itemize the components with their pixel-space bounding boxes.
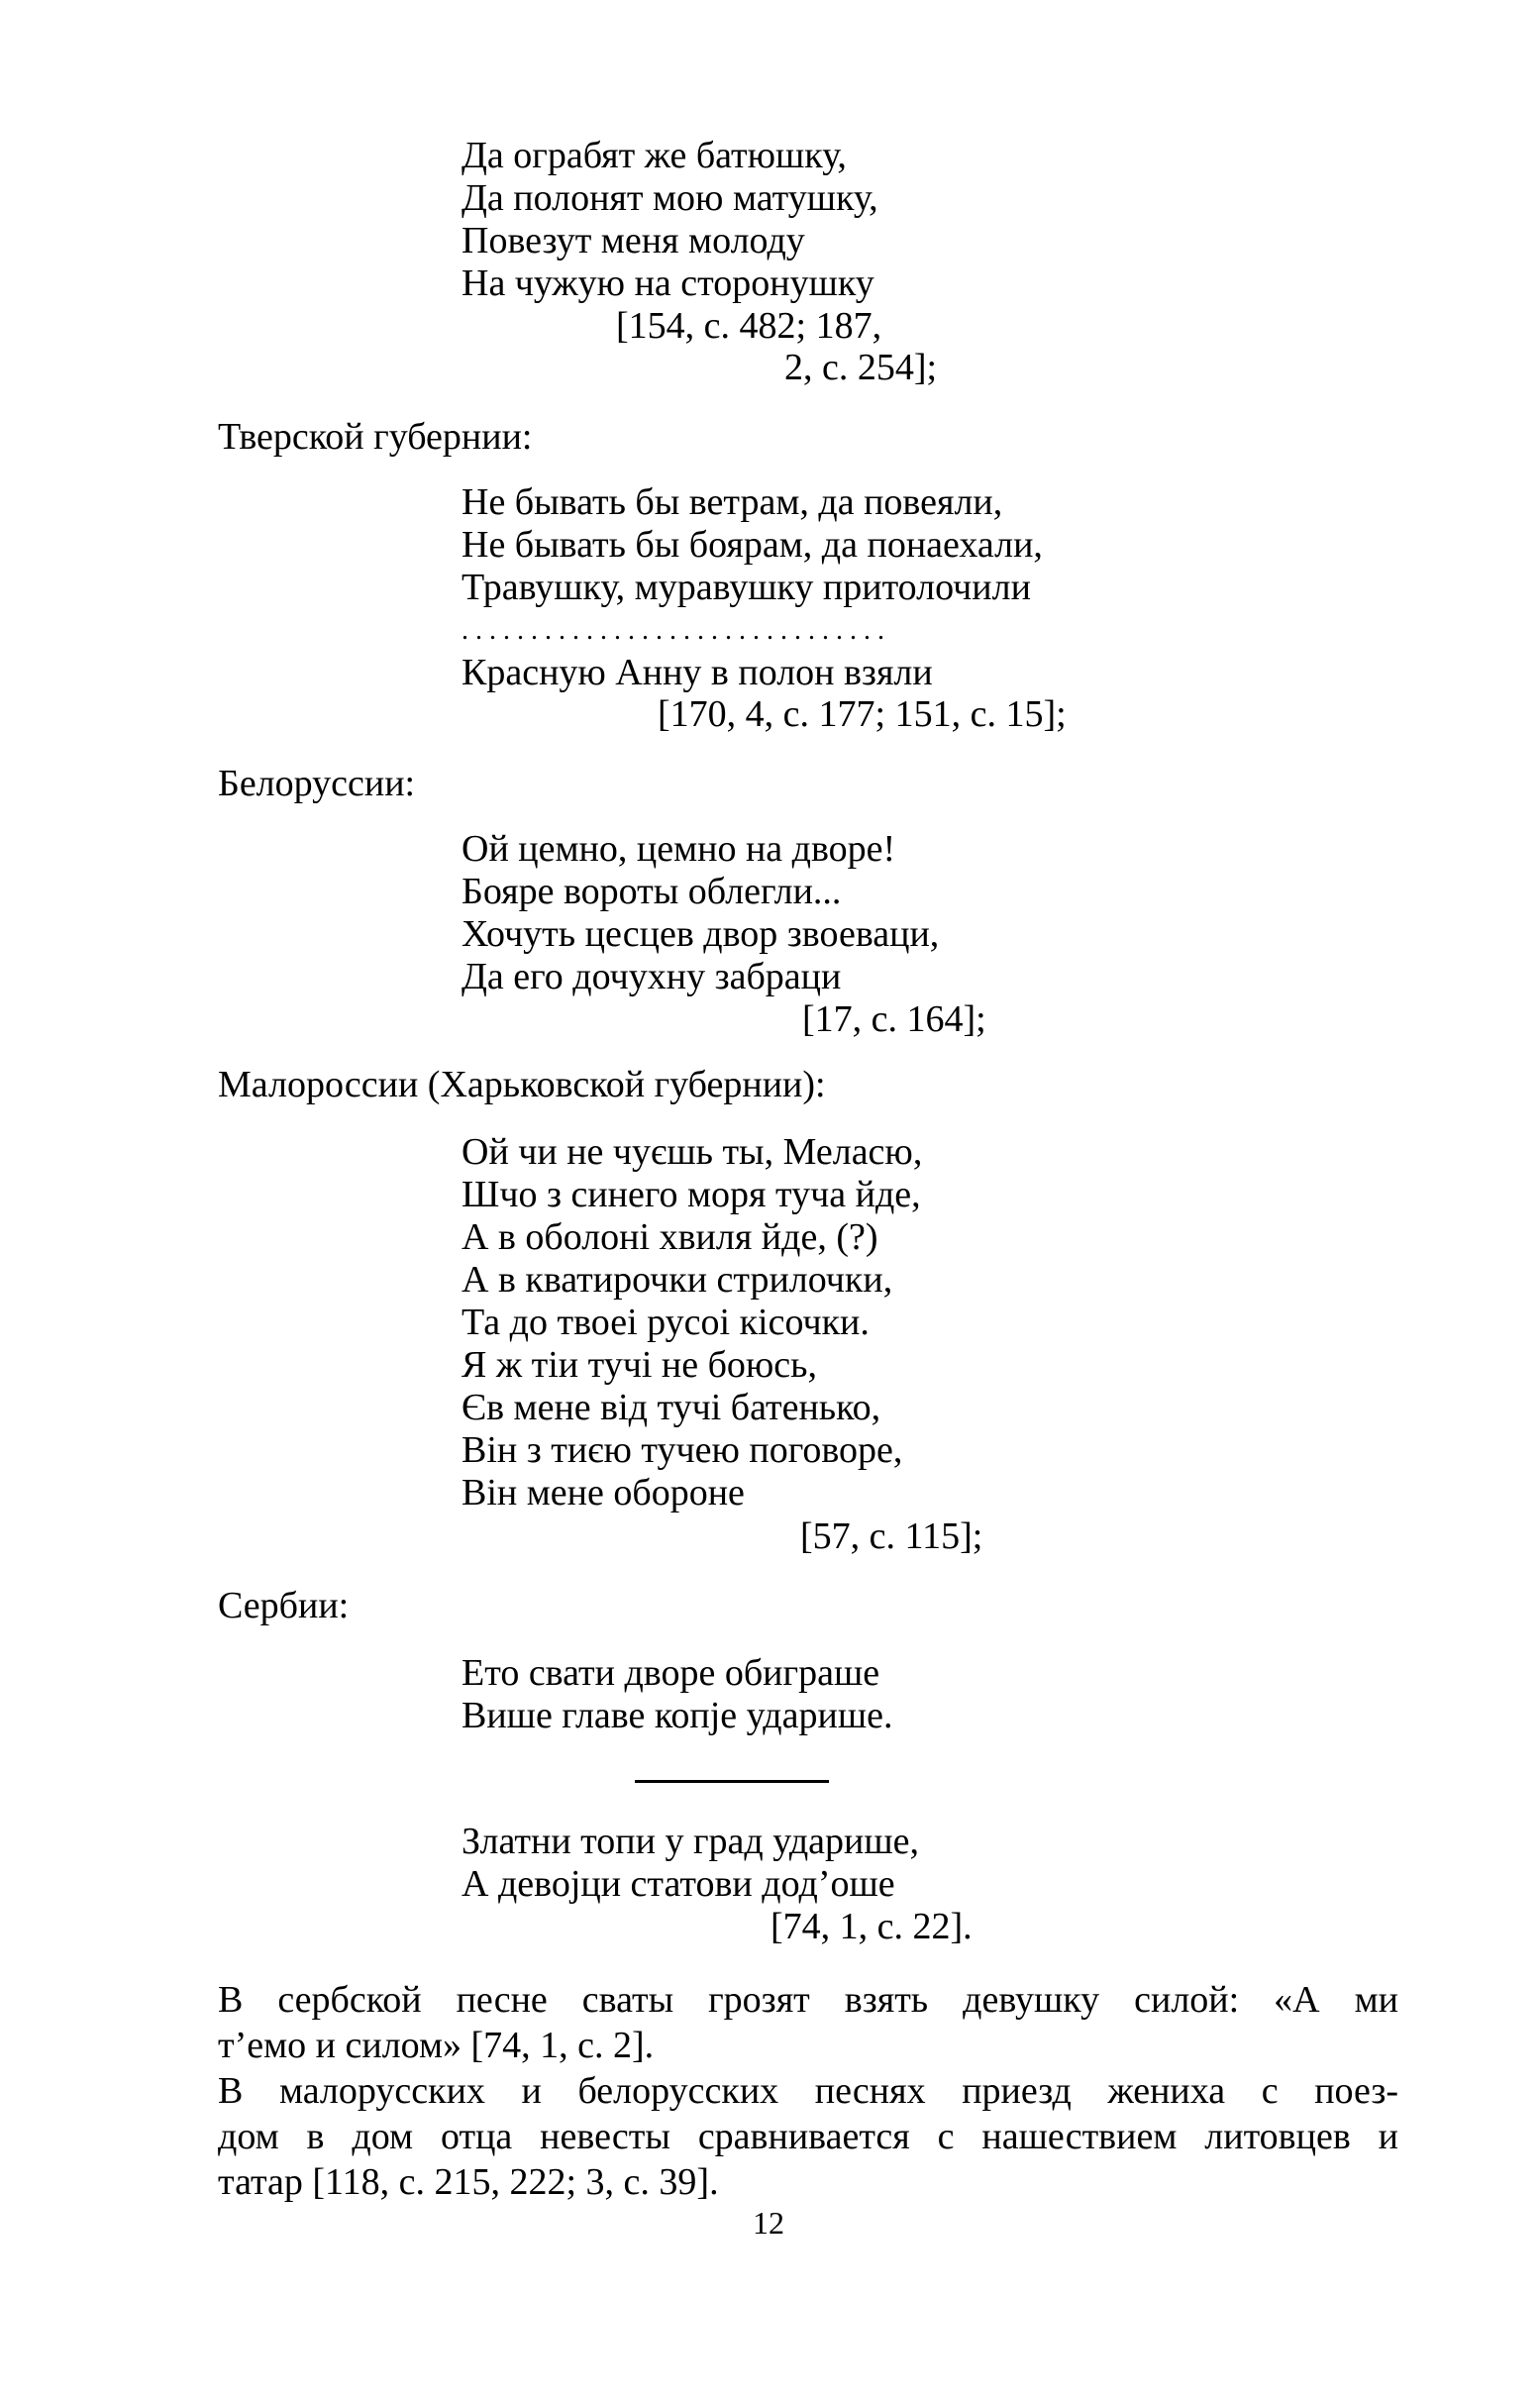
verse-line: Хочуть цесцев двор звоеваци, [462,913,940,955]
verse-block-3 [462,828,939,998]
verse-block-4 [462,1131,922,1514]
verse-block-6 [462,1821,919,1906]
prose-paragraphs [218,1977,1398,2205]
prose-line [218,2068,1398,2114]
verse-line: Да его дочухну забраци [462,956,842,997]
verse-line: Не бывать бы боярам, да понаехали, [462,524,1043,566]
prose-line: т’емо и силом» [74, 1, с. 2]. [218,2025,655,2066]
prose-line [218,1977,1398,2023]
verse-line: Він мене обороне [462,1472,745,1514]
prose-text: В малорусских и белорусских песнях приезд жениха с поез- [218,2070,1398,2112]
verse-line: Красную Анну в полон взяли [462,652,933,693]
verse-line: Повезут меня молоду [462,220,805,261]
verse-line: А в оболоні хвиля йде, (?) [462,1216,878,1258]
label-tver: Тверской губернии: [218,416,533,458]
reference-1b: 2, с. 254]; [784,347,938,388]
reference-6: [74, 1, с. 22]. [770,1906,973,1947]
label-malorossia: Малороссии (Харьковской губернии): [218,1064,826,1105]
verse-line: Та до твоеі русоі кісочки. [462,1302,870,1343]
verse-line: Травушку, муравушку притолочили [462,567,1031,608]
verse-line: Ой цемно, цемно на дворе! [462,828,896,870]
verse-line: Златни топи у град ударише, [462,1821,919,1862]
ellipsis-dots: . . . . . . . . . . . . . . . . . . . . . . . . . . . . . . . [462,615,884,646]
reference-1a: [154, с. 482; 187, [616,305,882,347]
label-serbia: Сербии: [218,1585,350,1626]
verse-line: Не бывать бы ветрам, да повеяли, [462,481,1003,523]
verse-line: Шчо з синего моря туча йде, [462,1174,921,1215]
verse-block-1 [462,135,878,305]
label-belarus: Белоруссии: [218,763,416,804]
verse-line: Да ограбят же батюшку, [462,135,847,176]
reference-2: [170, 4, с. 177; 151, с. 15]; [658,693,1067,735]
reference-3: [17, с. 164]; [802,998,986,1040]
prose-line: татар [118, с. 215, 222; 3, с. 39]. [218,2161,719,2203]
reference-4: [57, с. 115]; [800,1515,983,1557]
verse-line: Да полонят мою матушку, [462,177,878,219]
verse-line: Бояре вороты облегли... [462,871,842,912]
verse-line: Ето свати дворе обиграше [462,1652,880,1694]
page-number: 12 [753,2205,784,2241]
verse-line: Ой чи не чуєшь ты, Меласю, [462,1131,923,1173]
verse-line: Єв мене від тучі батенько, [462,1387,881,1428]
prose-line [218,2114,1398,2159]
verse-line: А девојци статови дод’оше [462,1863,895,1905]
verse-line: На чужую на сторонушку [462,262,874,304]
verse-line: Він з тиєю тучею поговоре, [462,1429,903,1471]
verse-line: Више главе копје ударише. [462,1695,893,1736]
verse-line: Я ж тіи тучі не боюсь, [462,1344,817,1386]
verse-block-2 [462,481,1043,694]
prose-text: дом в дом отца невесты сравнивается с нашествием литовцев и [218,2116,1398,2157]
prose-text: В сербской песне сваты грозят взять девушку силой: «А ми [218,1979,1398,2021]
separator-rule [635,1780,829,1783]
verse-block-5 [462,1652,892,1737]
verse-line: А в кватирочки стрилочки, [462,1259,893,1301]
